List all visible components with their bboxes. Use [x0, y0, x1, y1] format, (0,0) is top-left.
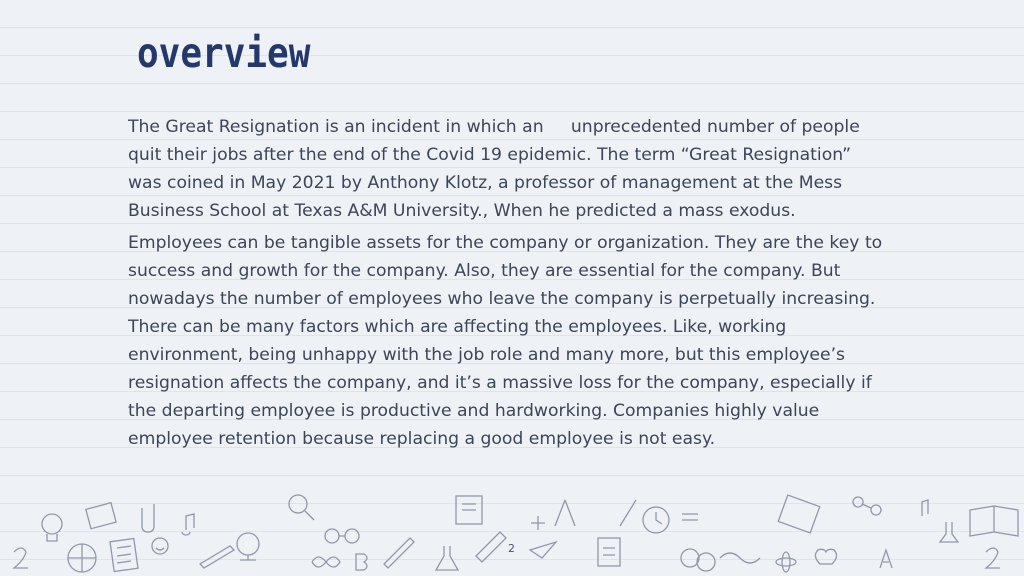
clock-icon [643, 507, 669, 533]
paragraph-intro: The Great Resignation is an incident in which an unprecedented number of people quit their jobs after the end of the Covid 19 epidemic. The term “Great Resignation” was coined in May 2021 by Anthony Klotz, a professor of management at the Mess Business School at Texas A&M University., When he predicted a mass exodus. [128, 117, 860, 221]
music-note-icon-2 [922, 500, 928, 516]
plus-icon [531, 516, 545, 530]
circle-doodle-icon-2 [697, 553, 715, 571]
pen-icon [384, 538, 414, 568]
school-doodles-decoration [0, 486, 1024, 576]
infinity-icon [312, 557, 340, 567]
paperclip-icon [142, 504, 154, 532]
ruler-icon [476, 532, 506, 562]
globe-icon [237, 533, 259, 560]
book-icon [778, 495, 820, 533]
paper-plane-icon [530, 542, 556, 558]
slide-body [128, 113, 888, 457]
pencil-icon [200, 546, 234, 568]
note-icon [86, 503, 116, 529]
number-two-icon [14, 548, 28, 568]
glasses-icon [325, 529, 359, 543]
music-note-icon [182, 514, 194, 535]
ball-icon [68, 544, 96, 572]
notebook-icon [456, 496, 482, 524]
apple-icon [815, 549, 836, 564]
number-two-icon-2 [986, 548, 1000, 568]
lightbulb-icon [42, 514, 62, 541]
equals-icon [682, 514, 698, 520]
letter-b-icon [356, 554, 367, 570]
compass-icon [555, 500, 575, 526]
scribble-icon [720, 553, 760, 563]
beaker-icon [940, 522, 958, 542]
pencil-icon-2 [620, 500, 636, 526]
molecule-icon [853, 497, 881, 515]
atom-icon [776, 552, 796, 572]
circle-doodle-icon [681, 549, 699, 567]
letter-a-icon [880, 550, 892, 568]
page-number: 2 [508, 542, 515, 555]
paragraph-employees: Employees can be tangible assets for the company or organization. They are the key to success and growth for the company. Also, they are essential for the company. But nowadays the number of employees who leave the company is perpetually increasing. There can be many factors which are affecting the employees. Like, working environment, being unhappy with the job role and many more, but this employee’s resignation affects the company, and it’s a massive loss for the company, especially if the departing employee is productive and hardworking. Companies highly value employee retention because replacing a good employee is not easy. [128, 233, 883, 449]
magnifier-icon [289, 495, 314, 520]
flask-icon [436, 546, 458, 570]
open-book-icon [970, 506, 1018, 536]
calculator-icon [110, 538, 138, 571]
slide-title: overview [137, 30, 311, 78]
clipboard-icon [598, 538, 620, 566]
smiley-icon [152, 538, 168, 554]
